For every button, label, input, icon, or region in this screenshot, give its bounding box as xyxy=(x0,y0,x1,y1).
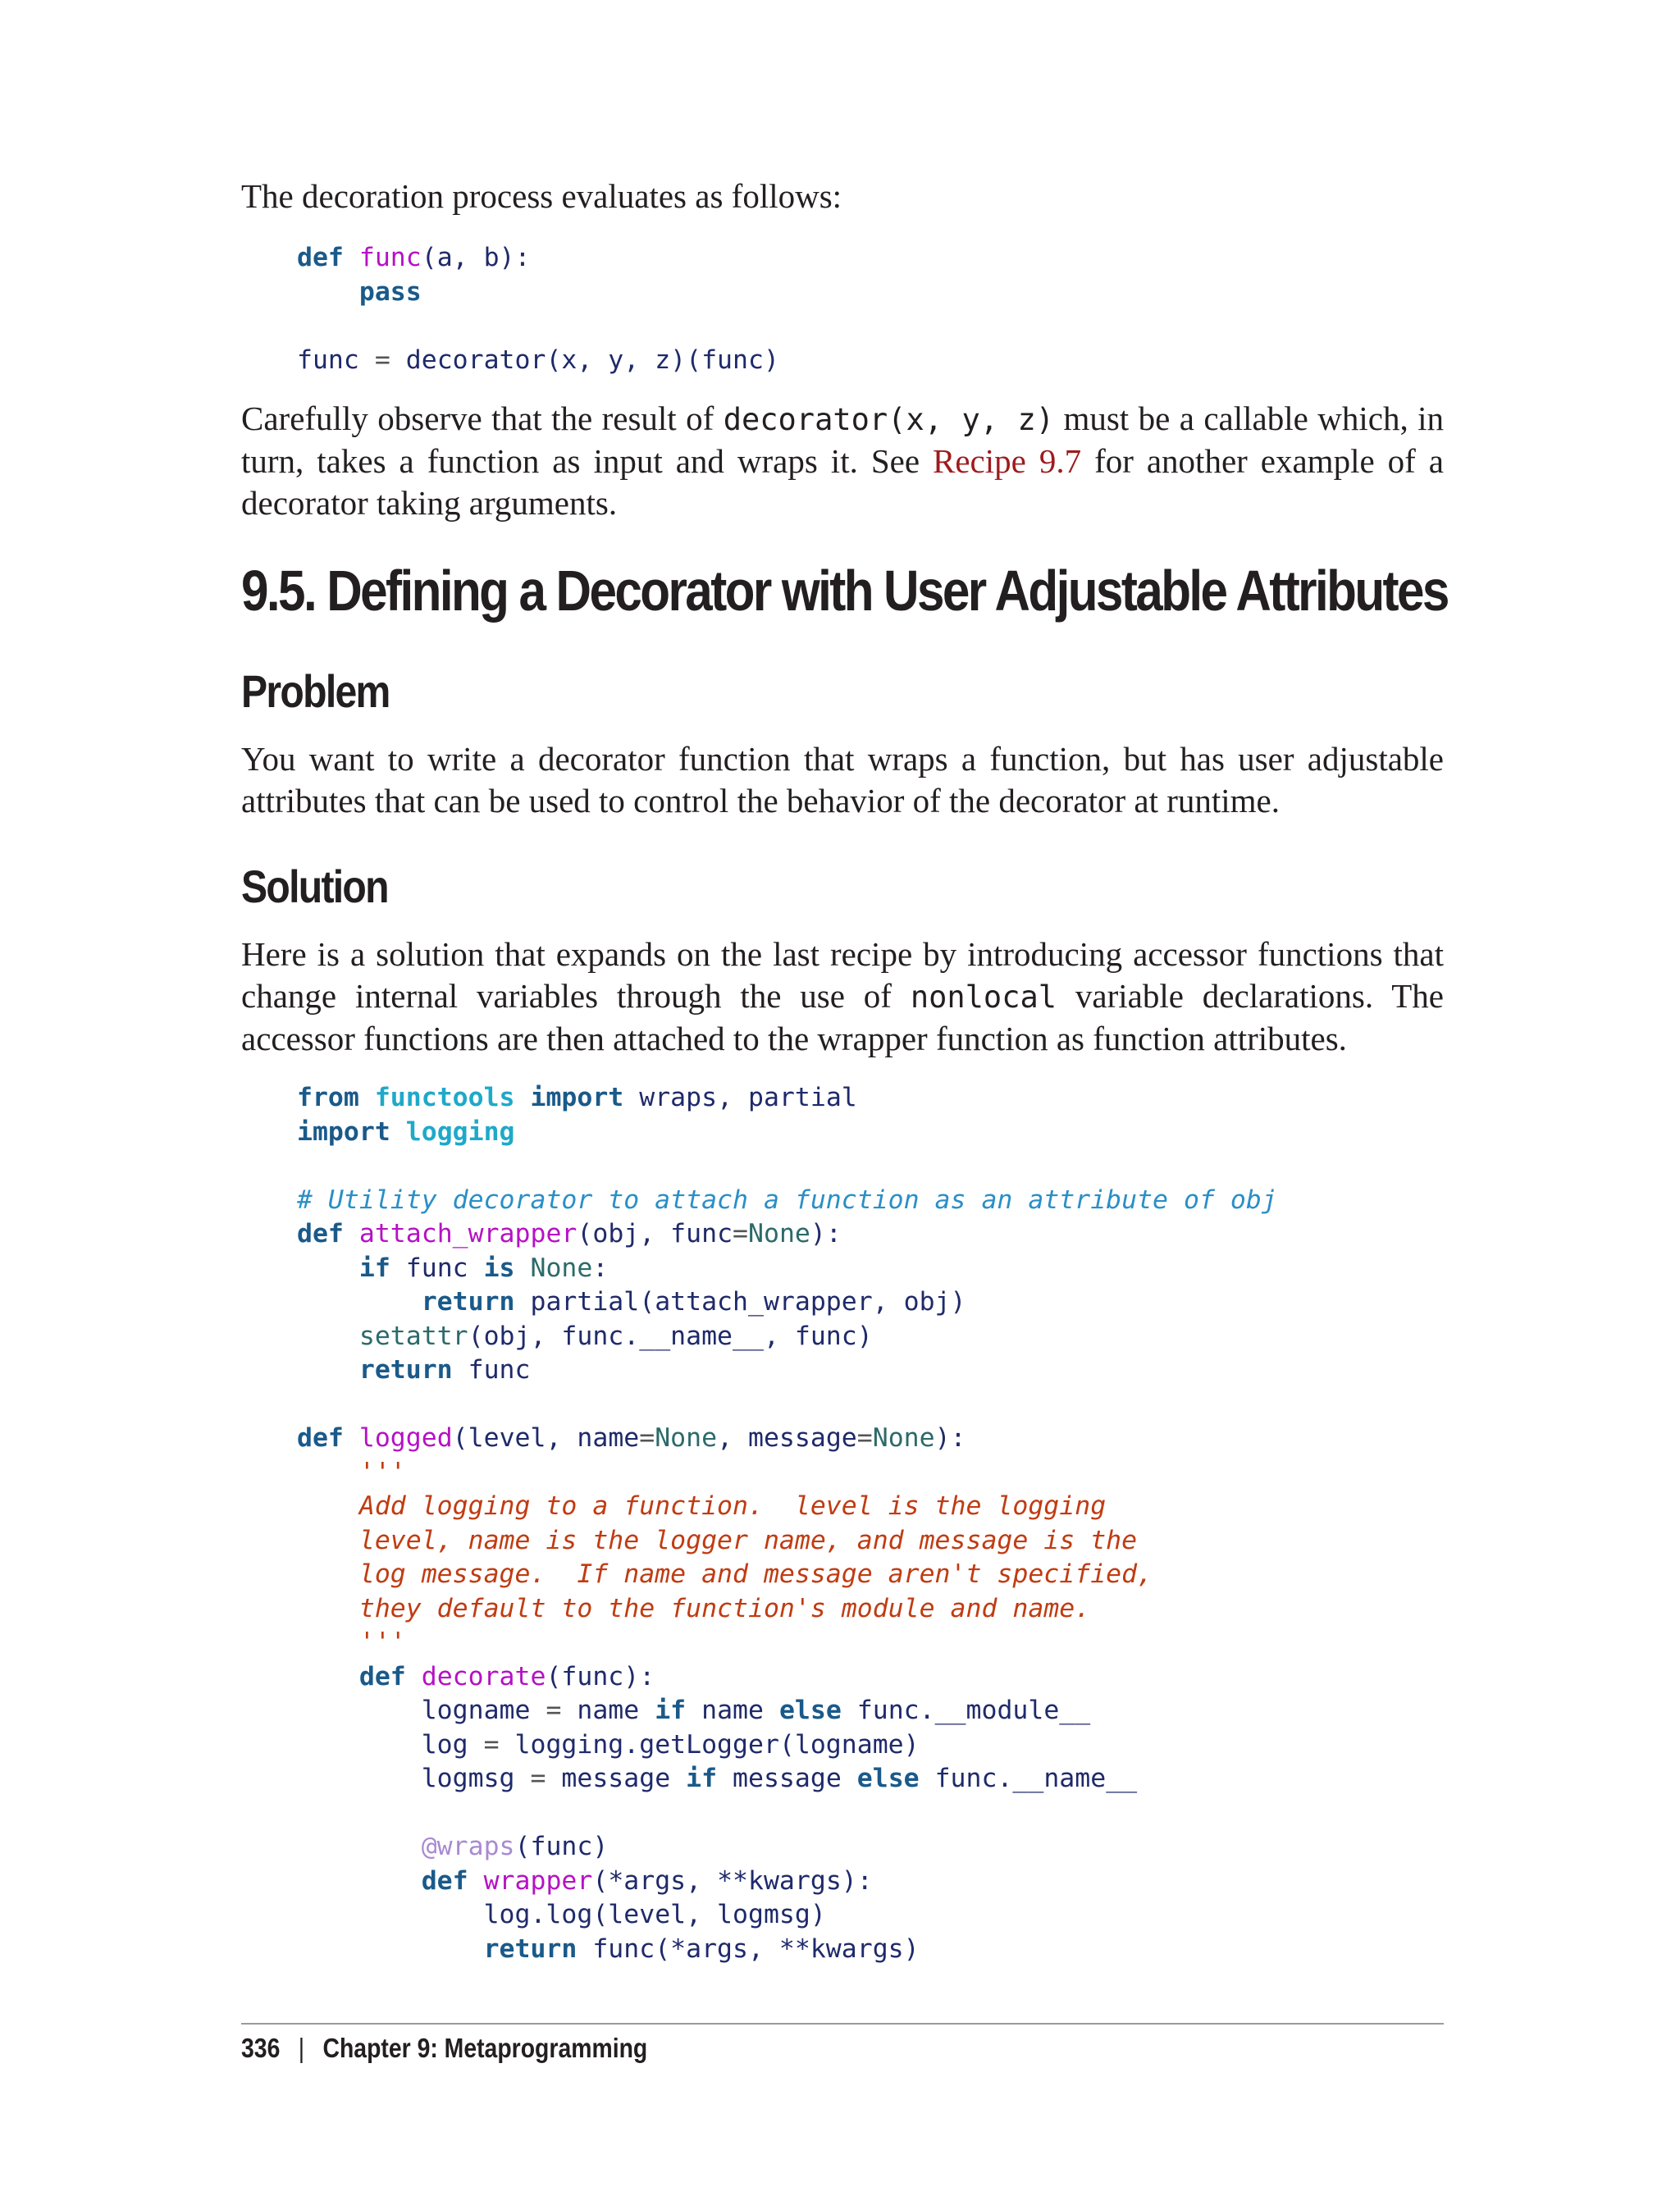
code-token: return xyxy=(421,1287,515,1317)
code-line xyxy=(297,1456,1277,1491)
code-token xyxy=(344,1219,359,1249)
code-token xyxy=(297,1253,359,1283)
code-line xyxy=(297,1626,1277,1660)
code-token xyxy=(297,1287,422,1317)
para-text: Carefully observe that the result of xyxy=(241,399,724,437)
code-token xyxy=(297,1764,422,1793)
code-line xyxy=(297,1762,1277,1796)
code-token xyxy=(390,1117,406,1147)
code-token: func xyxy=(452,1355,531,1385)
decorator-callable-paragraph xyxy=(241,398,1444,524)
code-token: = xyxy=(733,1219,749,1249)
code-line xyxy=(297,1933,1277,1967)
code-line xyxy=(297,344,779,378)
code-token: from xyxy=(297,1083,359,1112)
code-token: name xyxy=(686,1696,779,1725)
code-token: = xyxy=(546,1696,562,1725)
code-block-logged-decorator xyxy=(297,1081,1277,1966)
code-token: log.log(level, logmsg) xyxy=(483,1900,826,1929)
code-token xyxy=(297,1662,359,1691)
code-token: import xyxy=(297,1116,390,1147)
page-number: 336 xyxy=(241,2033,281,2063)
code-line xyxy=(297,1694,1277,1728)
code-line xyxy=(297,1388,1277,1422)
code-token xyxy=(297,1559,359,1589)
code-token: logging xyxy=(405,1116,515,1147)
section-title: 9.5. Defining a Decorator with User Adjustable Attributes xyxy=(241,559,1448,623)
code-token: ''' xyxy=(358,1457,406,1487)
inline-code: decorator(x, y, z) xyxy=(723,402,1055,437)
code-line xyxy=(297,1796,1277,1831)
code-token: (func): xyxy=(546,1661,655,1691)
code-token: (level, name xyxy=(452,1423,640,1453)
code-line xyxy=(297,1592,1277,1627)
code-token: (func) xyxy=(514,1832,609,1861)
code-token: func xyxy=(390,1253,484,1283)
code-token xyxy=(297,1696,422,1725)
code-token xyxy=(297,1491,359,1521)
footer-separator: | xyxy=(298,2033,305,2063)
code-token: log message. If name and message aren't specified, xyxy=(358,1559,1153,1589)
code-token xyxy=(297,1458,359,1487)
code-token: return xyxy=(358,1355,453,1385)
code-token: decorate xyxy=(421,1661,546,1691)
code-line xyxy=(297,1149,1277,1184)
code-token: setattr xyxy=(358,1321,468,1351)
code-token: log xyxy=(421,1729,484,1760)
code-token: def xyxy=(297,243,344,272)
code-token: None xyxy=(655,1423,718,1453)
code-line xyxy=(297,1184,1277,1218)
code-line xyxy=(297,1422,1277,1456)
solution-heading: Solution xyxy=(241,861,388,912)
code-block-decorator-eval xyxy=(297,241,779,377)
code-token: else xyxy=(778,1696,842,1725)
code-token: func.__module__ xyxy=(841,1696,1091,1725)
code-line xyxy=(297,309,779,344)
code-token: else xyxy=(856,1764,920,1793)
page-footer xyxy=(241,2033,647,2064)
code-token: def xyxy=(358,1661,406,1691)
code-token xyxy=(297,1900,484,1929)
inline-code: nonlocal xyxy=(910,979,1057,1015)
code-line xyxy=(297,276,779,310)
code-token: if xyxy=(655,1696,687,1725)
code-token: Add logging to a function. level is the logging xyxy=(358,1491,1107,1521)
code-token: attach_wrapper xyxy=(358,1219,578,1249)
code-token xyxy=(344,243,359,272)
para-text: must be a callable which, in turn, takes a function as input and wraps it. See xyxy=(241,399,1445,480)
code-line xyxy=(297,1081,1277,1116)
code-token: logging.getLogger(logname) xyxy=(499,1729,920,1760)
footer-divider xyxy=(241,2023,1444,2025)
code-token: (*args, **kwargs): xyxy=(592,1865,873,1896)
code-token xyxy=(359,1083,375,1112)
para-text: Here is a solution that expands on the last recipe by introducing accessor functions that change internal variables through the use of xyxy=(241,935,1444,1015)
code-token: name xyxy=(561,1696,655,1725)
code-token xyxy=(297,1730,422,1760)
code-token: logmsg xyxy=(421,1764,531,1793)
problem-paragraph: You want to write a decorator function that wraps a function, but has user adjustable attributes that can be used to control the behavior of the decorator at runtime. xyxy=(241,740,1444,819)
code-token: func(*args, **kwargs) xyxy=(577,1933,920,1964)
code-token: = xyxy=(374,345,390,375)
code-token: def xyxy=(297,1423,344,1453)
code-token xyxy=(468,1866,484,1896)
code-token: : xyxy=(592,1253,609,1283)
code-token: def xyxy=(421,1865,468,1896)
code-token: functools xyxy=(374,1083,515,1112)
code-token: return xyxy=(483,1933,578,1964)
code-token: ''' xyxy=(358,1628,406,1657)
code-token: (obj, func.__name__, func) xyxy=(468,1321,873,1351)
code-token xyxy=(344,1423,359,1453)
code-line xyxy=(297,1320,1277,1354)
code-token xyxy=(297,1934,484,1964)
code-token xyxy=(297,1832,422,1861)
code-token: func xyxy=(358,243,422,272)
code-line xyxy=(297,1116,1277,1150)
code-token: , message xyxy=(717,1423,857,1453)
footer-chapter: Chapter 9: Metaprogramming xyxy=(322,2033,648,2063)
code-line xyxy=(297,1217,1277,1252)
code-token: wrapper xyxy=(483,1865,593,1896)
code-line xyxy=(297,1558,1277,1592)
code-token: func xyxy=(297,345,375,375)
code-token: func.__name__ xyxy=(919,1764,1138,1793)
code-token xyxy=(406,1662,422,1691)
code-token xyxy=(297,1628,359,1657)
para-text: variable declarations. The accessor functions are then attached to the wrapper function as function attributes. xyxy=(241,977,1444,1057)
code-line xyxy=(297,1898,1277,1933)
code-token: if xyxy=(686,1764,718,1793)
code-token: partial(attach_wrapper, obj) xyxy=(514,1287,966,1317)
code-token: they default to the function's module and name. xyxy=(358,1593,1091,1623)
code-line xyxy=(297,1252,1277,1286)
code-line xyxy=(297,1490,1277,1524)
code-token: # Utility decorator to attach a function as an attribute of obj xyxy=(297,1185,1277,1215)
code-token: = xyxy=(483,1729,500,1760)
code-token: import xyxy=(530,1083,624,1112)
code-line xyxy=(297,1660,1277,1695)
code-token: = xyxy=(639,1423,655,1453)
code-token: logged xyxy=(358,1423,453,1453)
code-token: ): xyxy=(810,1219,842,1249)
code-token: (obj, func xyxy=(577,1219,733,1249)
code-token xyxy=(515,1253,531,1283)
intro-paragraph: The decoration process evaluates as follows: xyxy=(241,177,842,215)
code-line xyxy=(297,1524,1277,1559)
code-token: if xyxy=(358,1253,390,1283)
code-line xyxy=(297,1728,1277,1763)
code-token: None xyxy=(530,1253,593,1283)
code-token xyxy=(297,1594,359,1623)
code-token: is xyxy=(483,1253,515,1283)
code-token: pass xyxy=(358,276,422,307)
code-token: (a, b): xyxy=(421,243,531,272)
code-line xyxy=(297,1830,1277,1865)
recipe-link[interactable]: Recipe 9.7 xyxy=(933,442,1082,480)
code-token: @wraps xyxy=(421,1832,515,1861)
code-token xyxy=(297,1526,359,1555)
code-token: = xyxy=(530,1764,546,1793)
code-token: level, name is the logger name, and message is the xyxy=(358,1525,1138,1555)
para-text: for another example of a decorator taking arguments. xyxy=(241,442,1444,522)
code-token: = xyxy=(856,1423,873,1453)
code-token: None xyxy=(748,1219,810,1249)
code-token: def xyxy=(297,1219,344,1249)
code-token xyxy=(515,1083,531,1112)
problem-heading: Problem xyxy=(241,665,390,717)
solution-paragraph xyxy=(241,934,1444,1060)
code-token xyxy=(297,1322,359,1351)
code-token xyxy=(297,277,359,307)
code-token xyxy=(297,1866,422,1896)
code-line xyxy=(297,1354,1277,1388)
code-token xyxy=(297,1355,359,1385)
code-token: logname xyxy=(421,1696,546,1725)
code-token: decorator(x, y, z)(func) xyxy=(390,345,779,375)
code-token: message xyxy=(546,1764,687,1793)
code-token: ): xyxy=(934,1423,966,1453)
code-line xyxy=(297,1865,1277,1899)
code-token: None xyxy=(872,1423,935,1453)
code-token: wraps, partial xyxy=(623,1083,857,1112)
code-token: message xyxy=(717,1764,857,1793)
code-line xyxy=(297,1285,1277,1320)
code-line xyxy=(297,241,779,276)
